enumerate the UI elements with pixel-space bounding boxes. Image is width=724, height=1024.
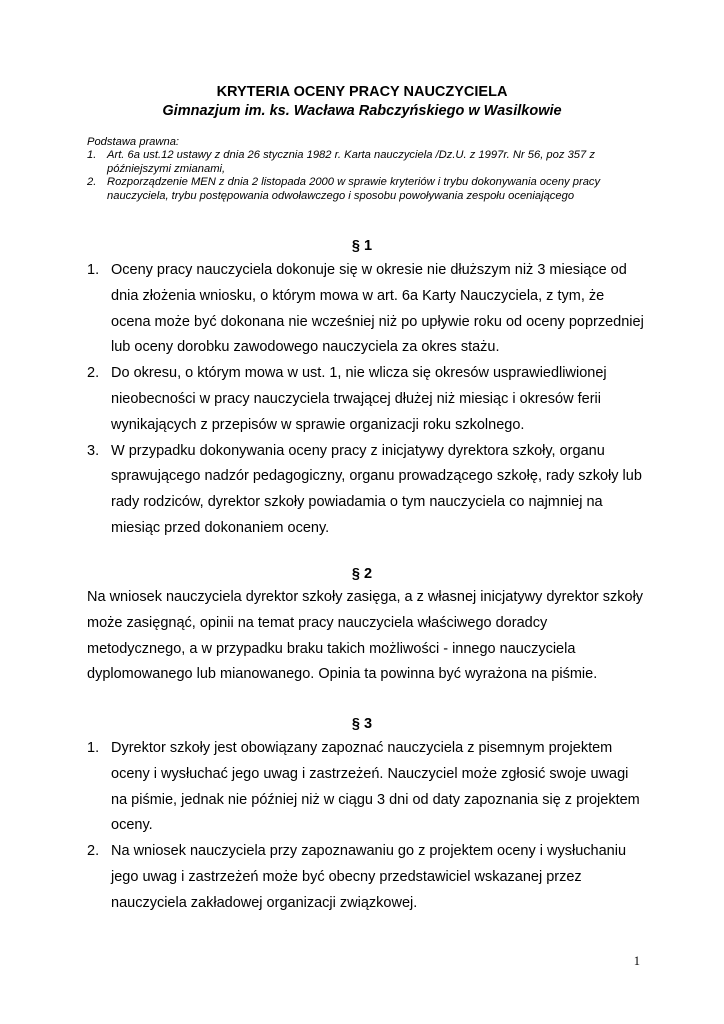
section-3-item xyxy=(87,839,647,916)
section-1-item-number: 2. xyxy=(87,365,100,382)
section-3-item-text: Na wniosek nauczyciela przy zapoznawaniu go z projektem oceny i wysłuchaniu jego uwag i zastrzeżeń może być obecny przedstawiciel wskazanej przez nauczyciela zakładowej organizacji związkowej. xyxy=(111,843,627,911)
section-3-list xyxy=(87,736,647,917)
legal-basis-list xyxy=(87,149,647,203)
section-3-item-number: 2. xyxy=(87,843,100,860)
section-1-list xyxy=(87,258,647,542)
document-subtitle: Gimnazjum im. ks. Wacława Rabczyńskiego w Wasilkowie xyxy=(162,103,562,119)
legal-basis-item xyxy=(87,176,647,203)
section-1-item-number: 3. xyxy=(87,442,100,459)
section-3-item xyxy=(87,736,647,839)
legal-basis-heading: Podstawa prawna: xyxy=(87,136,180,148)
section-2-paragraph: Na wniosek nauczyciela dyrektor szkoły zasięga, a z własnej inicjatywy dyrektor szkoły może zasięgnąć, opinii na temat pracy nauczyciela właściwego doradcy metodycznego, a w przypadku braku takich możliwości - innego nauczyciela dyplomowanego lub mianowanego. Opinia ta powinna być wyrażona na piśmie. xyxy=(87,589,644,683)
section-1-item xyxy=(87,361,647,438)
section-1-item-text: Oceny pracy nauczyciela dokonuje się w okresie nie dłuższym niż 3 miesiące od dnia złożenia wniosku, o którym mowa w art. 6a Karty Nauczyciela, z tym, że ocena może być dokonana nie wcześniej niż po upływie roku od oceny poprzedniej lub oceny dorobku zawodowego nauczyciela za okres stażu. xyxy=(111,262,644,356)
section-1-item-text: W przypadku dokonywania oceny pracy z inicjatywy dyrektora szkoły, organu sprawującego nadzór pedagogiczny, organu prowadzącego szkołę, rady szkoły lub rady rodziców, dyrektor szkoły powiadamia o tym nauczyciela co najmniej na miesiąc przed dokonaniem oceny. xyxy=(111,442,642,536)
section-1-item-number: 1. xyxy=(87,262,100,278)
section-2-body xyxy=(87,585,647,688)
legal-basis-item xyxy=(87,149,647,176)
legal-basis xyxy=(87,136,647,203)
section-3-item-number: 1. xyxy=(87,740,100,756)
legal-basis-item-text: Rozporządzenie MEN z dnia 2 listopada 2000 w sprawie kryteriów i trybu dokonywania oceny pracy nauczyciela, trybu postępowania odwoławczego i sposobu powoływania zespołu oceniającego xyxy=(107,176,601,202)
section-3-body xyxy=(87,736,647,917)
legal-basis-item-text: Art. 6a ust.12 ustawy z dnia 26 stycznia 1982 r. Karta nauczyciela /Dz.U. z 1997r. Nr 56, poz 357 z późniejszymi zmianami, xyxy=(107,149,595,175)
document-title: KRYTERIA OCENY PRACY NAUCZYCIELA xyxy=(216,84,508,100)
page-number: 1 xyxy=(633,954,640,968)
legal-basis-item-number: 1. xyxy=(87,149,97,162)
section-1-body xyxy=(87,258,647,542)
section-1-item xyxy=(87,439,647,542)
legal-basis-item-number: 2. xyxy=(87,176,97,189)
section-1-item xyxy=(87,258,647,361)
section-1-heading: § 1 xyxy=(351,238,373,254)
section-3-heading: § 3 xyxy=(351,716,373,732)
section-3-item-text: Dyrektor szkoły jest obowiązany zapoznać nauczyciela z pisemnym projektem oceny i wysłuchać jego uwag i zastrzeżeń. Nauczyciel może zgłosić swoje uwagi na piśmie, jednak nie później niż w ciągu 3 dni od daty zapoznania się z projektem oceny. xyxy=(111,740,640,834)
section-1-item-text: Do okresu, o którym mowa w ust. 1, nie wlicza się okresów usprawiedliwionej nieobecności w pracy nauczyciela trwającej dłużej niż miesiąc i okresów ferii wynikających z przepisów w sprawie organizacji roku szkolnego. xyxy=(111,365,607,433)
section-2-heading: § 2 xyxy=(351,566,373,582)
